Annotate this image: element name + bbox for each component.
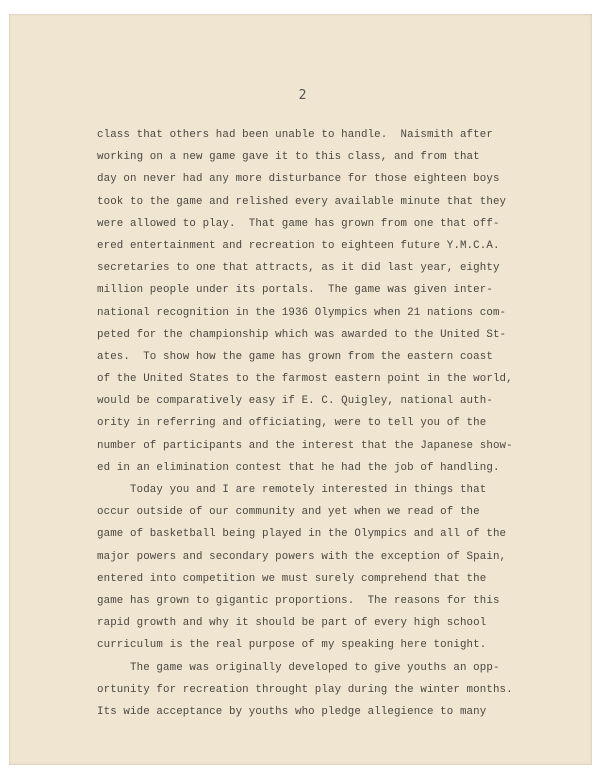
text-line: major powers and secondary powers with the exception of Spain, [97, 550, 507, 563]
text-line: ered entertainment and recreation to eighteen future Y.M.C.A. [97, 239, 500, 252]
text-line: game of basketball being played in the Olympics and all of the [97, 528, 507, 541]
text-line: ates. To show how the game has grown from the eastern coast [97, 350, 493, 363]
text-line: Its wide acceptance by youths who pledge allegience to many [97, 705, 487, 718]
text-line: number of participants and the interest that the Japanese show- [97, 439, 513, 452]
text-line: secretaries to one that attracts, as it did last year, eighty [97, 262, 500, 275]
text-line: were allowed to play. That game has grown from one that off- [97, 217, 500, 230]
text-line: peted for the championship which was awarded to the United St- [97, 328, 507, 341]
text-line: of the United States to the farmost eastern point in the world, [97, 373, 513, 386]
text-line: took to the game and relished every available minute that they [97, 195, 507, 208]
text-line: rapid growth and why it should be part of every high school [97, 617, 487, 630]
text-line: entered into competition we must surely comprehend that the [97, 572, 487, 585]
text-line: million people under its portals. The game was given inter- [97, 284, 493, 297]
document-page [9, 14, 592, 765]
text-line: occur outside of our community and yet when we read of the [97, 506, 480, 519]
text-line: The game was originally developed to give youths an opp- [97, 661, 500, 674]
text-line: game has grown to gigantic proportions. The reasons for this [97, 594, 500, 607]
text-line: ority in referring and officiating, were to tell you of the [97, 417, 487, 430]
typed-body-text [97, 124, 557, 723]
text-line: curriculum is the real purpose of my speaking here tonight. [97, 639, 487, 652]
text-line: national recognition in the 1936 Olympics when 21 nations com- [97, 306, 507, 319]
text-line: Today you and I are remotely interested in things that [97, 484, 487, 496]
text-line: day on never had any more disturbance for those eighteen boys [97, 173, 500, 186]
text-line: ed in an elimination contest that he had the job of handling. [97, 461, 500, 474]
page-number: 2 [298, 88, 307, 103]
text-line: would be comparatively easy if E. C. Quigley, national auth- [97, 395, 493, 408]
text-line: working on a new game gave it to this class, and from that [97, 151, 480, 164]
text-line: ortunity for recreation throught play during the winter months. [97, 683, 513, 696]
text-line: class that others had been unable to handle. Naismith after [97, 129, 493, 141]
